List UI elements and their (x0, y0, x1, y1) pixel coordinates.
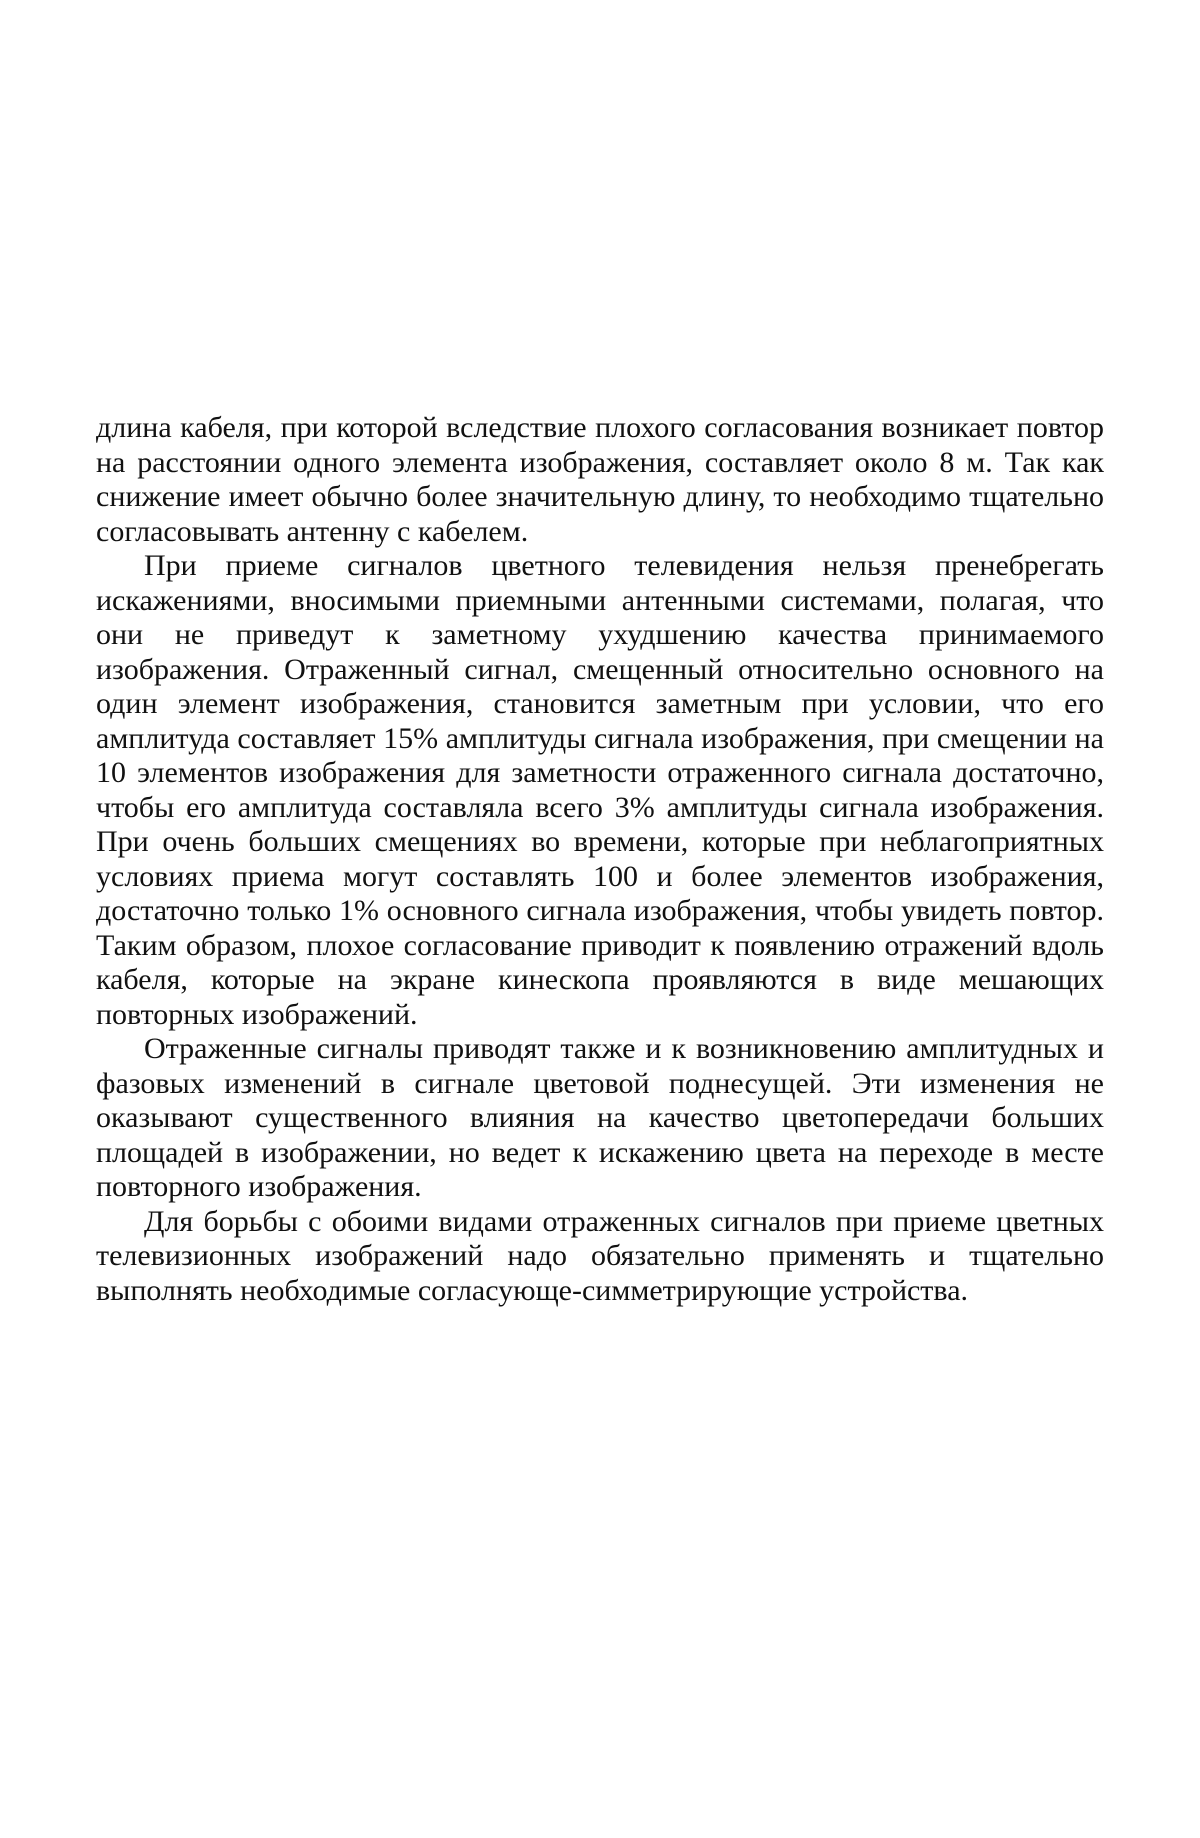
paragraph-reflected-signal-visibility: При приеме сигналов цветного телевидения нельзя пренебрегать искажениями, вносимыми приемными антенными системами, полагая, что они не приведут к заметному ухудшению качества принимаемого изображения. Отраженный сигнал, смещенный относительно основного на один элемент изображения, становится заметным при условии, что его амплитуда составляет 15% амплитуды сигнала изображения, при смещении на 10 элементов изображения для заметности отраженного сигнала достаточно, чтобы его амплитуда составляла всего 3% амплитуды сигнала изображения. При очень больших смещениях во времени, которые при неблагоприятных условиях приема могут составлять 100 и более элементов изображения, достаточно только 1% основного сигнала изображения, чтобы увидеть повтор. Таким образом, плохое согласование приводит к появлению отражений вдоль кабеля, которые на экране кинескопа проявляются в виде мешающих повторных изображений. (96, 549, 1104, 1031)
page-text-block (96, 411, 1104, 1308)
paragraph-matching-devices: Для борьбы с обоими видами отраженных сигналов при приеме цветных телевизионных изображений надо обязательно применять и тщательно выполнять необходимые согласующе-симметрирующие устройства. (96, 1204, 1104, 1307)
paragraph-subcarrier-distortion: Отраженные сигналы приводят также и к возникновению амплитудных и фазовых изменений в сигнале цветовой поднесущей. Эти изменения не оказывают существенного влияния на качество цветопередачи больших площадей в изображении, но ведет к искажению цвета на переходе в месте повторного изображения. (96, 1032, 1104, 1203)
paragraph-continuation: длина кабеля, при которой вследствие плохого согласования возникает повтор на расстоянии одного элемента изображения, составляет около 8 м. Так как снижение имеет обычно более значительную длину, то необходимо тщательно согласовывать антенну с кабелем. (96, 411, 1104, 548)
